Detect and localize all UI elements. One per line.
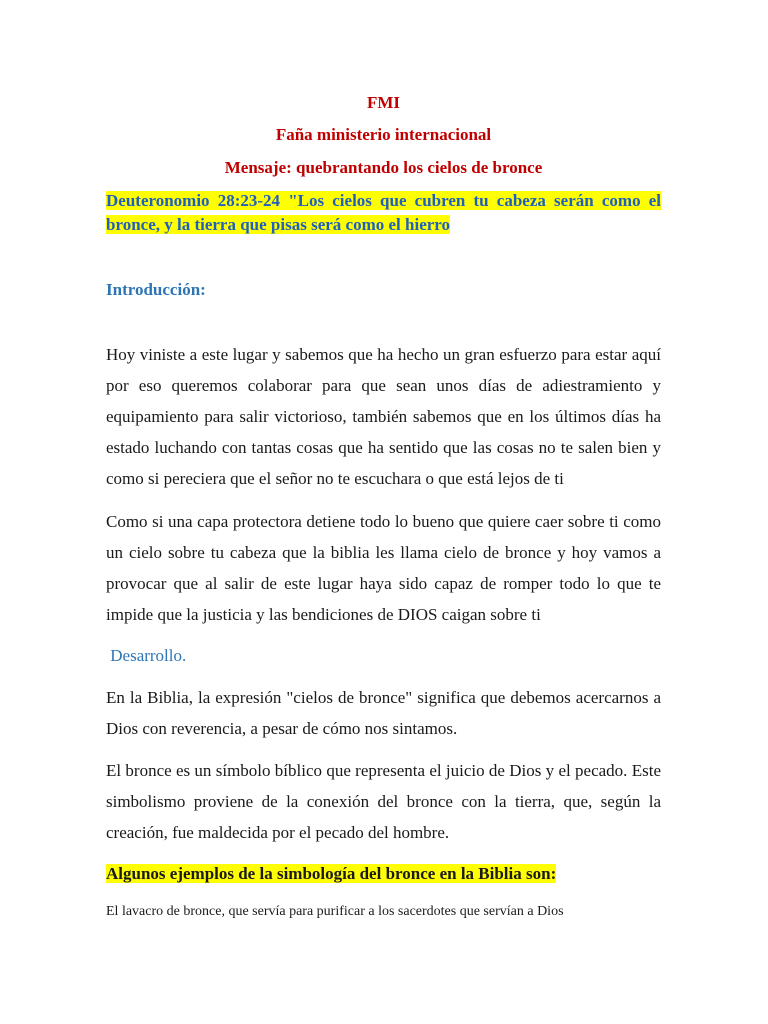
development-heading bbox=[106, 646, 186, 666]
development-paragraph-1: En la Biblia, la expresión "cielos de bronce" significa que debemos acercarnos a Dios con reverencia, a pesar de cómo nos sintamos. bbox=[106, 688, 661, 738]
verse-highlight bbox=[106, 189, 661, 237]
examples-heading-text: Algunos ejemplos de la simbología del bronce en la Biblia son: bbox=[106, 864, 557, 883]
introduction-heading: Introducción: bbox=[106, 280, 206, 299]
message-title: Mensaje: quebrantando los cielos de bronce bbox=[224, 158, 543, 177]
development-paragraph-2: El bronce es un símbolo bíblico que representa el juicio de Dios y el pecado. Este simbolismo proviene de la conexión del bronce con la tierra, que, según la creación, fue maldecida por el pecado del hombre. bbox=[106, 761, 661, 842]
introduction-paragraph-2: Como si una capa protectora detiene todo lo bueno que quiere caer sobre ti como un cielo sobre tu cabeza que la biblia les llama cielo de bronce y hoy vamos a provocar que al salir de este lugar haya sido capaz de romper todo lo que te impide que la justicia y las bendiciones de DIOS caigan sobre ti bbox=[106, 512, 661, 624]
development-heading-text: Desarrollo. bbox=[110, 646, 187, 665]
org-full-title: Faña ministerio internacional bbox=[275, 125, 492, 144]
example-item-1: El lavacro de bronce, que servía para purificar a los sacerdotes que servían a Dios bbox=[106, 904, 564, 919]
verse-text: Deuteronomio 28:23-24 "Los cielos que cubren tu cabeza serán como el bronce, y la tierra que pisas será como el hierro bbox=[106, 191, 661, 234]
examples-heading bbox=[106, 864, 556, 884]
org-short-title: FMI bbox=[366, 93, 401, 112]
introduction-paragraph-1: Hoy viniste a este lugar y sabemos que ha hecho un gran esfuerzo para estar aquí por eso queremos colaborar para que sean unos días de adiestramiento y equipamiento para salir victorioso, también sabemos que en los últimos días ha estado luchando con tantas cosas que ha sentido que las cosas no te salen bien y como si pereciera que el señor no te escuchara o que está lejos de ti bbox=[106, 345, 661, 488]
